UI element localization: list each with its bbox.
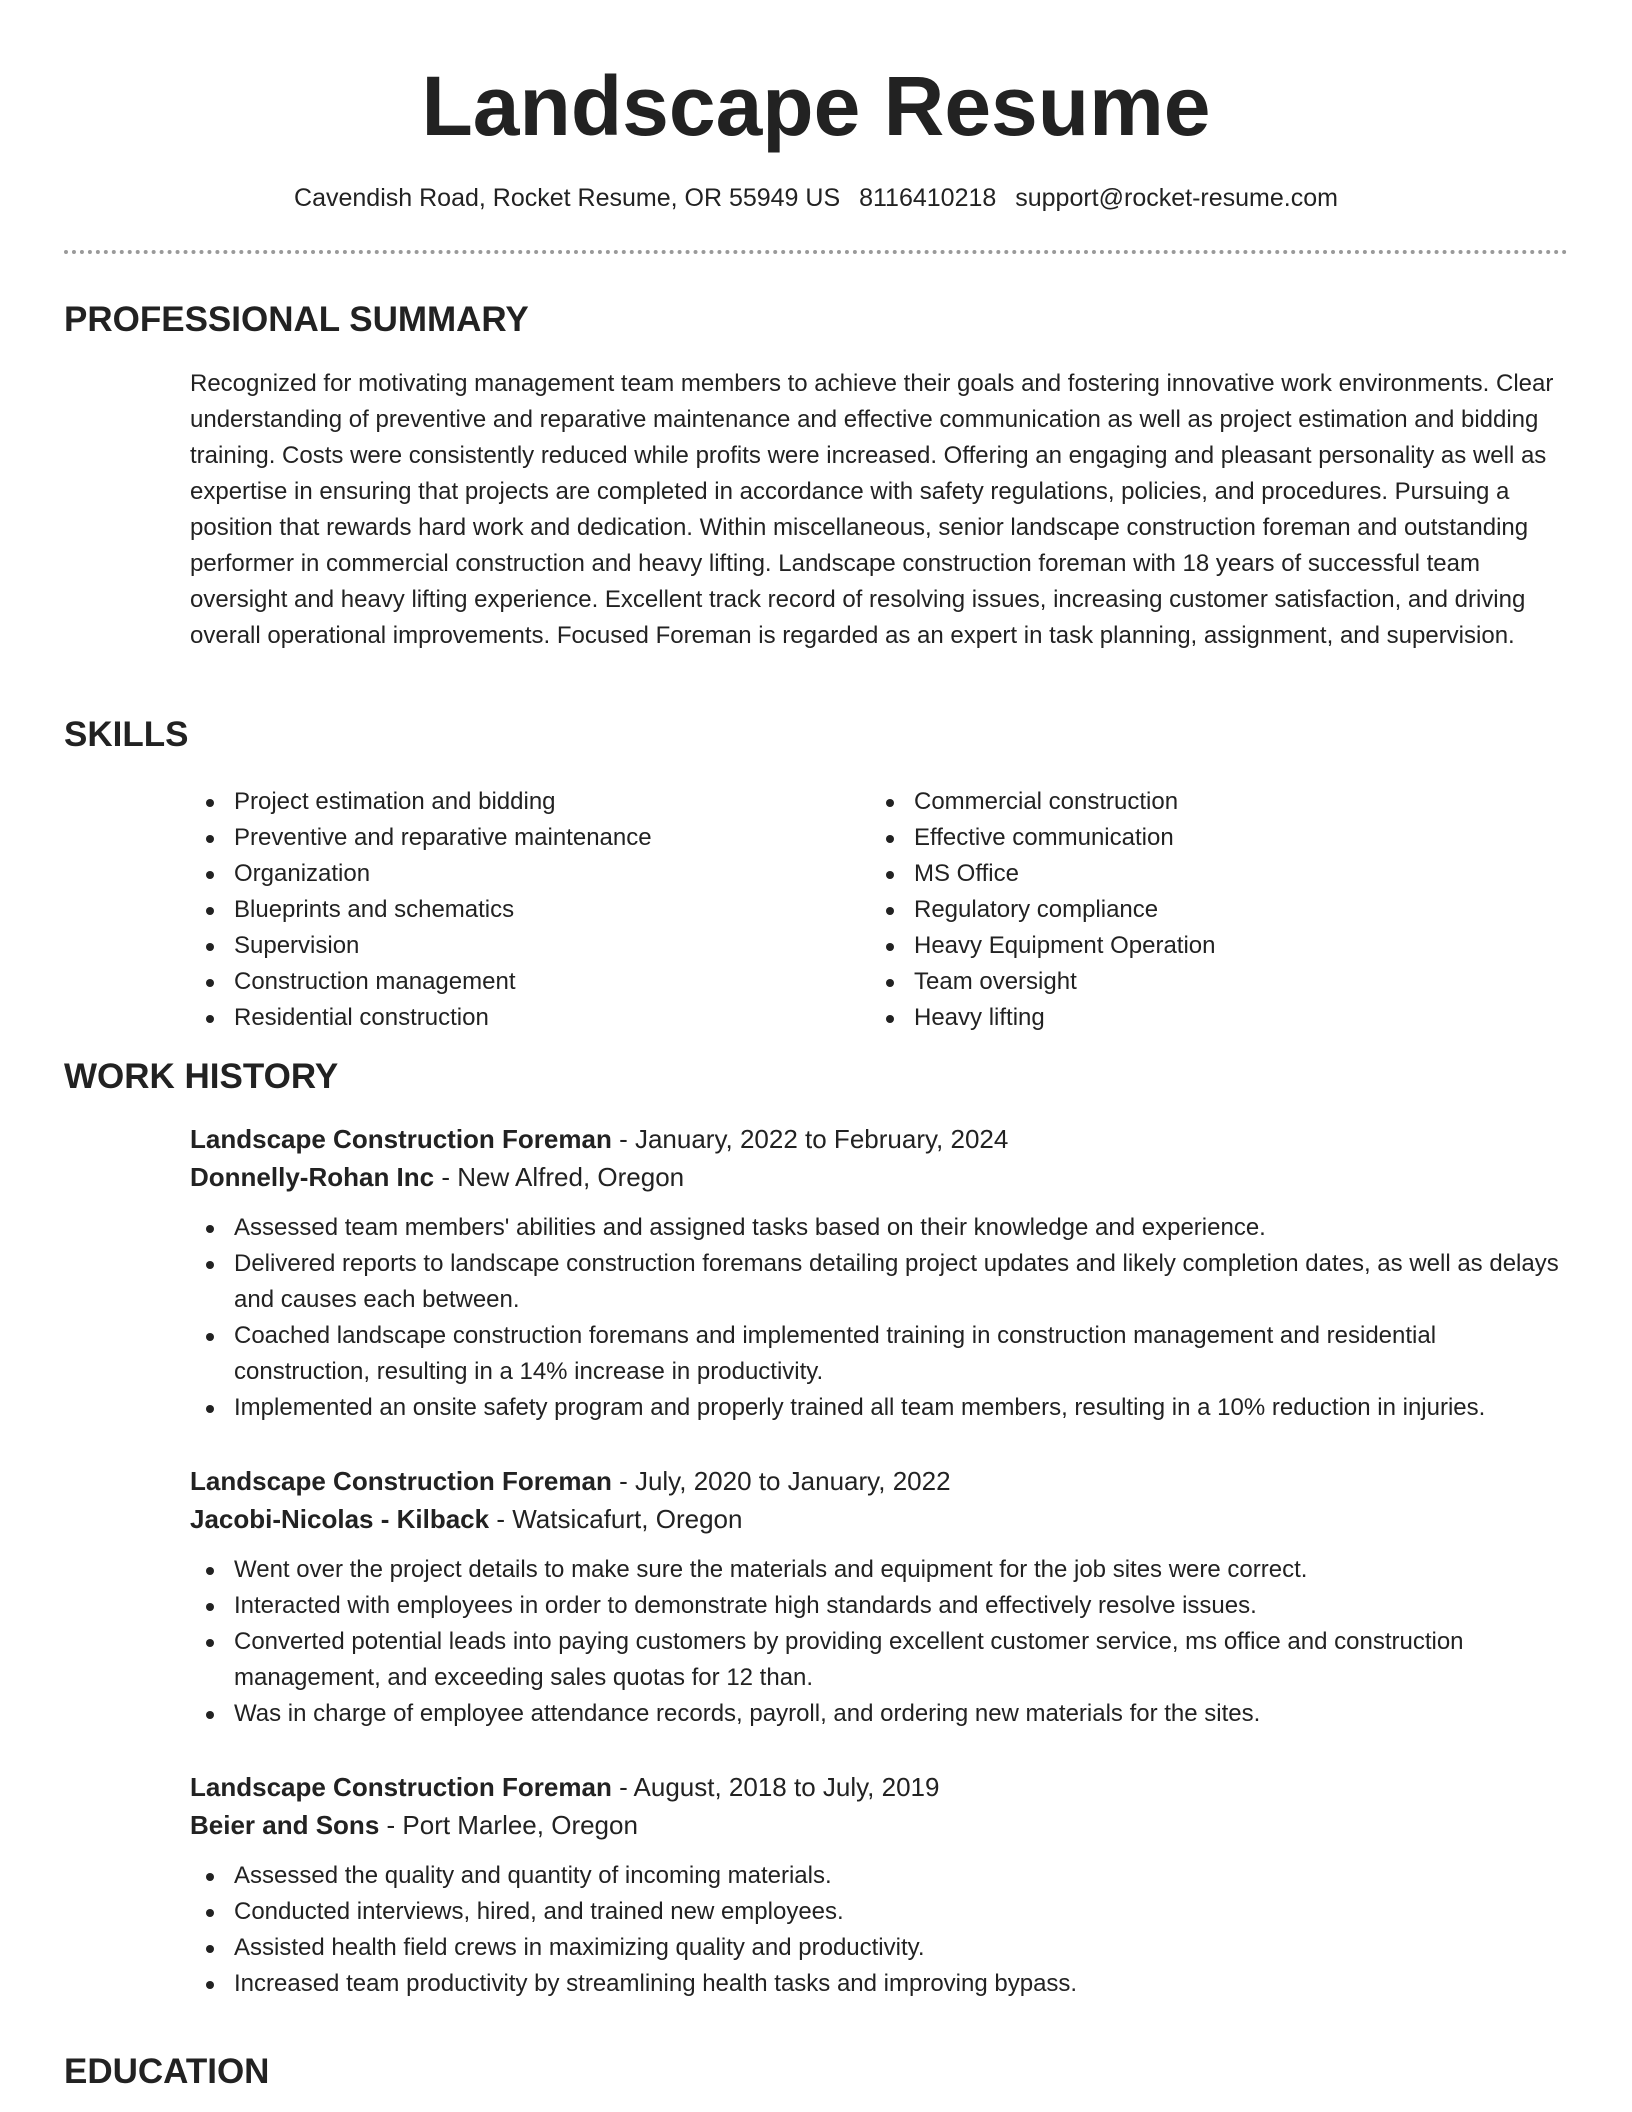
job-location: - Port Marlee, Oregon bbox=[379, 1810, 638, 1840]
duty-item: Coached landscape construction foremans and implemented training in construction management and residential construction, resulting in a 14% increase in productivity. bbox=[190, 1318, 1570, 1390]
job-location: - New Alfred, Oregon bbox=[434, 1162, 685, 1192]
duty-item: Assessed team members' abilities and assigned tasks based on their knowledge and experience. bbox=[190, 1210, 1570, 1246]
skill-item: Regulatory compliance bbox=[870, 892, 1550, 928]
skill-item: Heavy lifting bbox=[870, 1000, 1550, 1036]
skill-item: Team oversight bbox=[870, 964, 1550, 1000]
skill-item: Commercial construction bbox=[870, 784, 1550, 820]
skill-item: Effective communication bbox=[870, 820, 1550, 856]
section-title-summary: PROFESSIONAL SUMMARY bbox=[64, 300, 529, 339]
address: Cavendish Road, Rocket Resume, OR 55949 US bbox=[294, 184, 841, 212]
section-title-work-history: WORK HISTORY bbox=[64, 1057, 339, 1096]
skills-list bbox=[190, 784, 1570, 1036]
job-title: Landscape Construction Foreman bbox=[190, 1466, 612, 1496]
job-company: Jacobi-Nicolas - Kilback bbox=[190, 1504, 490, 1534]
job-company: Beier and Sons bbox=[190, 1810, 380, 1840]
skill-item: Blueprints and schematics bbox=[190, 892, 870, 928]
skill-item: Preventive and reparative maintenance bbox=[190, 820, 870, 856]
job-location: - Watsicafurt, Oregon bbox=[489, 1504, 743, 1534]
job-duties bbox=[190, 1858, 1570, 2002]
job-dates: - August, 2018 to July, 2019 bbox=[611, 1772, 940, 1802]
summary-text: Recognized for motivating management team members to achieve their goals and fostering innovative work environments. Clear understanding of preventive and reparative maintenance and effective communication as well as project estimation and bidding training. Costs were consistently reduced while profits were increased. Offering an engaging and pleasant personality as well as expertise in ensuring that projects are completed in accordance with safety regulations, policies, and procedures. Pursuing a position that rewards hard work and dedication. Within miscellaneous, senior landscape construction foreman and outstanding performer in commercial construction and heavy lifting. Landscape construction foreman with 18 years of successful team oversight and heavy lifting experience. Excellent track record of resolving issues, increasing customer satisfaction, and driving overall operational improvements. Focused Foreman is regarded as an expert in task planning, assignment, and supervision. bbox=[190, 370, 1554, 649]
duty-item: Was in charge of employee attendance records, payroll, and ordering new materials for the sites. bbox=[190, 1696, 1570, 1732]
job-duties bbox=[190, 1552, 1570, 1732]
duty-item: Assisted health field crews in maximizing quality and productivity. bbox=[190, 1930, 1570, 1966]
job-title: Landscape Construction Foreman bbox=[190, 1772, 612, 1802]
skill-item: MS Office bbox=[870, 856, 1550, 892]
job-company-line bbox=[190, 1500, 1570, 1538]
skill-item: Construction management bbox=[190, 964, 870, 1000]
phone: 8116410218 bbox=[859, 184, 997, 212]
duty-item: Increased team productivity by streamlining health tasks and improving bypass. bbox=[190, 1966, 1570, 2002]
email: support@rocket-resume.com bbox=[1015, 184, 1338, 212]
section-title-skills: SKILLS bbox=[64, 715, 189, 754]
skill-item: Organization bbox=[190, 856, 870, 892]
job-company-line bbox=[190, 1806, 1570, 1844]
job-dates: - July, 2020 to January, 2022 bbox=[611, 1466, 951, 1496]
skills-column-right bbox=[870, 784, 1550, 1036]
job-company: Donnelly-Rohan Inc bbox=[190, 1162, 435, 1192]
skill-item: Project estimation and bidding bbox=[190, 784, 870, 820]
job-entry bbox=[190, 1120, 1570, 1426]
duty-item: Conducted interviews, hired, and trained new employees. bbox=[190, 1894, 1570, 1930]
skill-item: Heavy Equipment Operation bbox=[870, 928, 1550, 964]
job-entry bbox=[190, 1462, 1570, 1732]
contact-line bbox=[0, 180, 1632, 216]
duty-item: Assessed the quality and quantity of incoming materials. bbox=[190, 1858, 1570, 1894]
job-title: Landscape Construction Foreman bbox=[190, 1124, 612, 1154]
duty-item: Converted potential leads into paying customers by providing excellent customer service, ms office and construction management, and exceeding sales quotas for 12 than. bbox=[190, 1624, 1570, 1696]
job-title-line bbox=[190, 1768, 1570, 1806]
job-duties bbox=[190, 1210, 1570, 1426]
duty-item: Interacted with employees in order to demonstrate high standards and effectively resolve issues. bbox=[190, 1588, 1570, 1624]
job-title-line bbox=[190, 1120, 1570, 1158]
section-title-education: EDUCATION bbox=[64, 2052, 270, 2091]
job-entry bbox=[190, 1768, 1570, 2002]
job-title-line bbox=[190, 1462, 1570, 1500]
skills-column-left bbox=[190, 784, 870, 1036]
skill-item: Residential construction bbox=[190, 1000, 870, 1036]
job-dates: - January, 2022 to February, 2024 bbox=[611, 1124, 1009, 1154]
duty-item: Delivered reports to landscape construction foremans detailing project updates and likely completion dates, as well as delays and causes each between. bbox=[190, 1246, 1570, 1318]
duty-item: Went over the project details to make sure the materials and equipment for the job sites were correct. bbox=[190, 1552, 1570, 1588]
header-divider bbox=[64, 250, 1568, 254]
skill-item: Supervision bbox=[190, 928, 870, 964]
resume-name: Landscape Resume bbox=[421, 59, 1211, 153]
job-company-line bbox=[190, 1158, 1570, 1196]
duty-item: Implemented an onsite safety program and properly trained all team members, resulting in a 10% reduction in injuries. bbox=[190, 1390, 1570, 1426]
